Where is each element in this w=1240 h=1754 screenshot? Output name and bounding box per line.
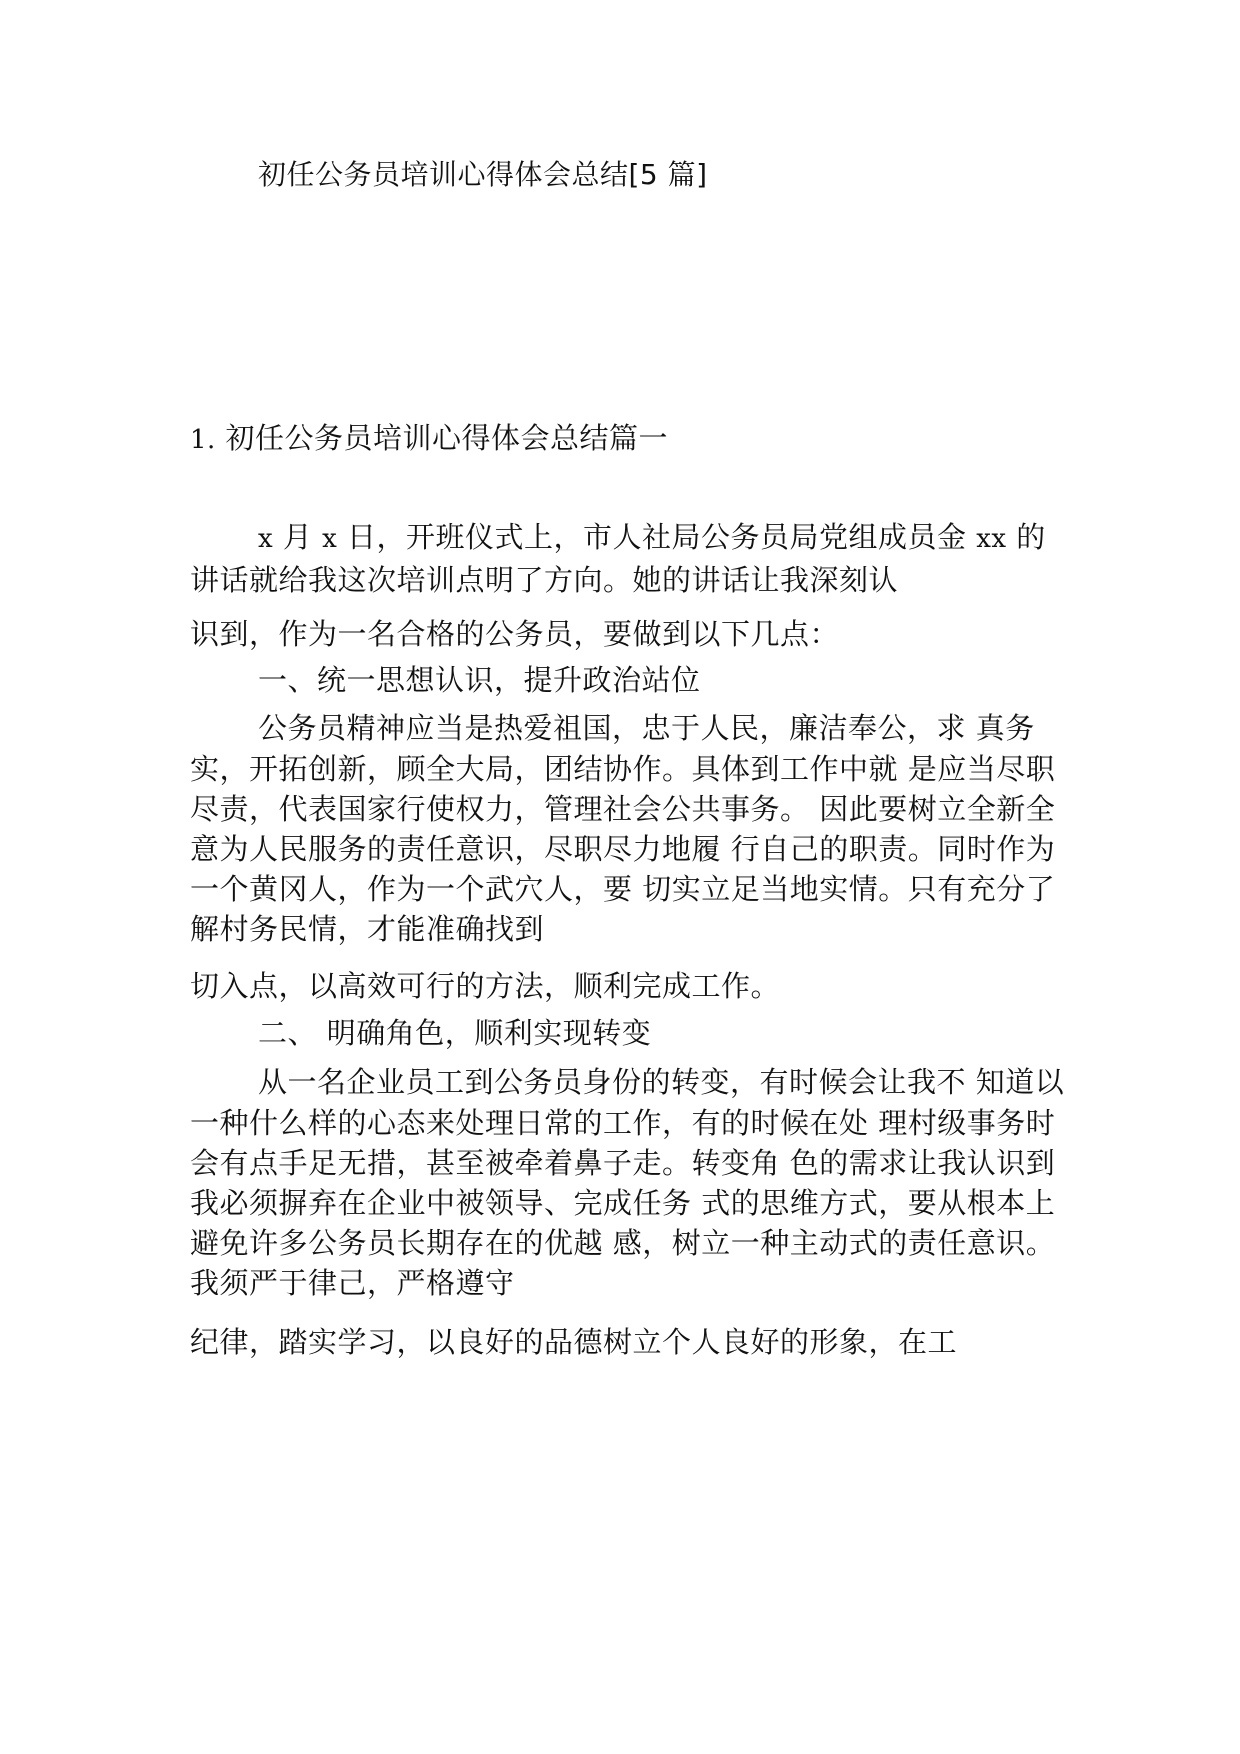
heading-one: 一、统一思想认识，提升政治站位 — [258, 663, 701, 697]
section-title: 初任公务员培训心得体会总结篇一 — [225, 421, 669, 455]
para2-line-2: 一种什么样的心态来处理日常的工作，有的时候在处 理村级事务时 — [190, 1106, 1056, 1140]
para1-line-6: 解村务民情，才能准确找到 — [190, 912, 545, 946]
section-number: 1. — [190, 425, 216, 455]
intro-line-1 — [258, 517, 1046, 559]
heading-two: 二、 明确角色，顺利实现转变 — [258, 1016, 652, 1050]
para1-line-3: 尽责，代表国家行使权力，管理社会公共事务。 因此要树立全新全 — [190, 792, 1056, 826]
intro-xx: xx — [976, 524, 1007, 554]
para1-tail: 切入点，以高效可行的方法，顺利完成工作。 — [190, 969, 781, 1003]
intro-line-2: 讲话就给我这次培训点明了方向。她的讲话让我深刻认 — [190, 563, 899, 597]
para2-line-4: 我必须摒弃在企业中被领导、完成任务 式的思维方式，要从根本上 — [190, 1186, 1056, 1220]
para2-line-3: 会有点手足无措，甚至被牵着鼻子走。转变角 色的需求让我认识到 — [190, 1146, 1056, 1180]
para2-line-6: 我须严于律己，严格遵守 — [190, 1266, 515, 1300]
intro-line-3: 识到，作为一名合格的公务员，要做到以下几点： — [190, 617, 840, 651]
intro-x1: x — [258, 524, 274, 554]
intro-month: 月 — [282, 520, 313, 554]
section-heading — [190, 418, 668, 460]
para1-line-2: 实，开拓创新，顾全大局，团结协作。具体到工作中就 是应当尽职 — [190, 752, 1056, 786]
para2-line-1: 从一名企业员工到公务员身份的转变，有时候会让我不 知道以 — [258, 1065, 1065, 1099]
intro-tail: 的 — [1016, 520, 1046, 554]
document-title: 初任公务员培训心得体会总结[5 篇] — [258, 158, 708, 191]
para1-line-1: 公务员精神应当是热爱祖国，忠于人民，廉洁奉公，求 真务 — [258, 711, 1035, 745]
para2-line-5: 避免许多公务员长期存在的优越 感，树立一种主动式的责任意识。 — [190, 1226, 1056, 1260]
para1-line-5: 一个黄冈人，作为一个武穴人，要 切实立足当地实情。只有充分了 — [190, 872, 1056, 906]
intro-rest: 日，开班仪式上，市人社局公务员局党组成员金 — [347, 520, 967, 554]
intro-x2: x — [322, 524, 338, 554]
para1-line-4: 意为人民服务的责任意识，尽职尽力地履 行自己的职责。同时作为 — [190, 832, 1056, 866]
para2-tail: 纪律，踏实学习，以良好的品德树立个人良好的形象，在工 — [190, 1325, 958, 1359]
